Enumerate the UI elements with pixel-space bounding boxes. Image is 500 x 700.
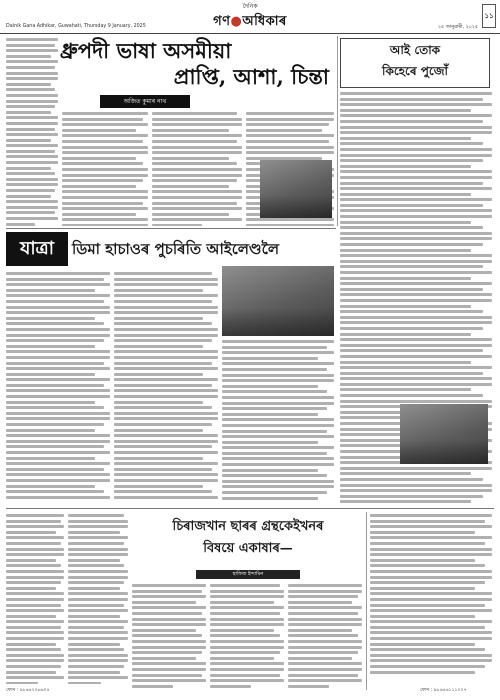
lead-story-column-3 — [152, 112, 242, 226]
bottom-story-column-3 — [288, 584, 362, 690]
section-divider — [6, 508, 494, 509]
travel-story-photo — [222, 266, 334, 336]
page-number: ১১ — [482, 4, 496, 28]
lead-headline-line2: প্ৰাপ্তি, আশা, চিন্তা — [173, 64, 329, 89]
right-headline-line1: আই তোক — [389, 43, 441, 57]
right-headline-line2: কিহেৰে পুজোঁ — [382, 64, 448, 78]
lead-story-left-column — [6, 38, 58, 226]
bottom-story-column-2 — [210, 584, 284, 690]
right-story-photo — [400, 404, 488, 464]
bottom-headline-line2: বিষয়ে একাষাৰ— — [203, 541, 293, 556]
travel-story-headline: ডিমা হাচাওৰ পুচৰিতি আইলেণ্ডলৈ — [72, 240, 280, 258]
logo-name — [213, 14, 287, 29]
travel-story-column-1 — [6, 272, 110, 500]
bottom-story-author: হাফিজ ইন্দামিন — [196, 570, 300, 579]
column-rule — [366, 512, 367, 690]
logo-prefix: দৈনিক — [242, 3, 258, 10]
bottom-right-contact: ফোন : ৯৮৬৪৬১১১০০৭ — [420, 688, 467, 693]
bottom-left-column-1 — [6, 514, 64, 684]
bottom-left-column-2 — [68, 514, 128, 684]
right-story-headline — [340, 38, 490, 88]
lead-story-photo — [260, 160, 332, 218]
newspaper-logo — [195, 3, 305, 29]
masthead — [0, 0, 500, 34]
lead-headline-line1: ধ্ৰুপদী ভাষা অসমীয়া — [60, 38, 232, 63]
travel-story-column-2 — [114, 272, 218, 500]
section-divider — [6, 228, 336, 229]
travel-story-tag: যাত্ৰা — [6, 232, 68, 266]
lead-story-byline: অজিত কুমাৰ নাথ — [100, 95, 190, 108]
lead-story-column-2 — [62, 112, 148, 226]
travel-story-banner — [6, 232, 324, 268]
logo-dot-icon: ● — [230, 14, 243, 29]
masthead-dateline-english: Dainik Gana Adhikar, Guwahati, Thursday 9 January, 2025 — [6, 24, 146, 29]
logo-name-part-b: অধিকাৰ — [242, 14, 287, 29]
bottom-right-column — [370, 514, 492, 674]
logo-name-part-a: গণ — [213, 14, 231, 29]
travel-story-column-3 — [222, 340, 334, 500]
bottom-left-contact: ফোন : ৯৮৬৪২০৬৬০৪ — [6, 688, 50, 693]
bottom-story-headline — [132, 516, 364, 568]
bottom-headline-line1: চিৰাজখান ছাৰৰ গ্ৰন্থকেইখনৰ — [172, 519, 324, 534]
bottom-story-column-1 — [132, 584, 206, 690]
masthead-dateline-assamese: ২৫ জানুৱাৰী, ২০২৫ — [437, 25, 478, 30]
column-rule — [337, 36, 338, 226]
